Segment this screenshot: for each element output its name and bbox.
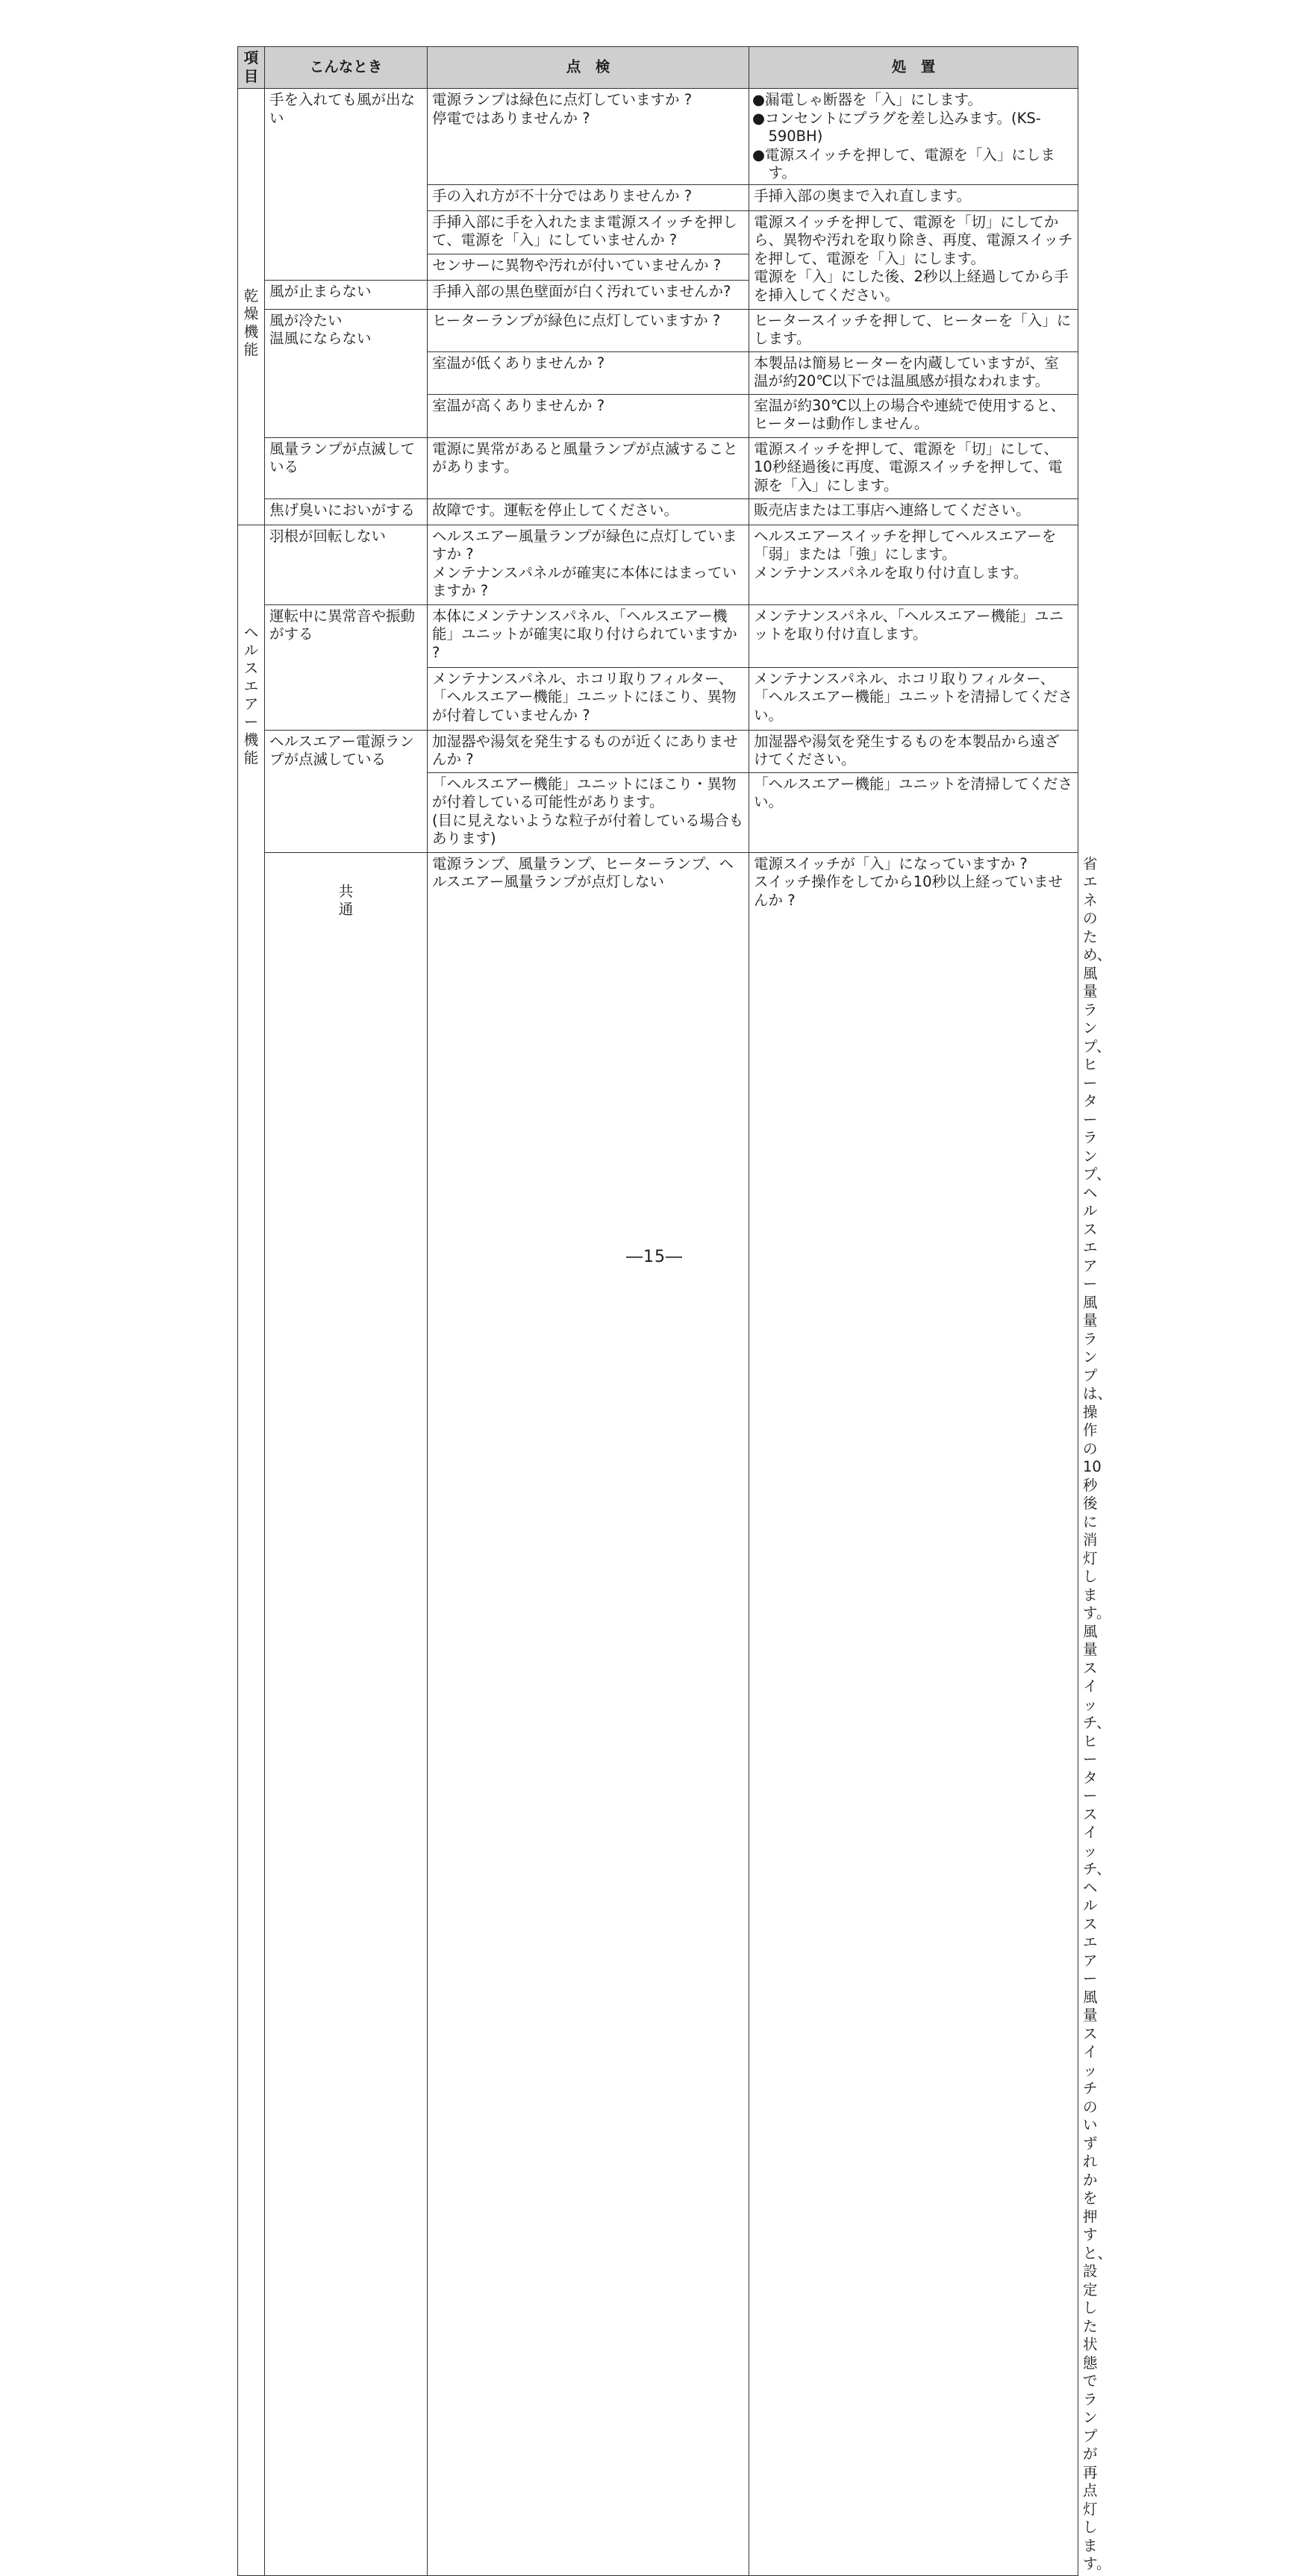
situation-cell: 電源ランプ、風量ランプ、ヒーターランプ、ヘルスエアー風量ランプが点灯しない [428,852,749,2575]
check-cell: ヒーターランプが緑色に点灯していますか ? [428,309,749,351]
table-header-row [238,47,1078,89]
action-cell [749,89,1078,185]
category-label-dry: 乾燥機能 [243,287,259,358]
category-cell-health [238,525,265,2575]
action-cell: ヒータースイッチを押して、ヒーターを「入」にします。 [749,309,1078,351]
check-cell: 本体にメンテナンスパネル、「ヘルスエアー機能」ユニットが確実に取り付けられていますか ? [428,604,749,667]
action-cell: 電源スイッチを押して、電源を「切」にしてから、異物や汚れを取り除き、再度、電源スイッチを押して、電源を「入」にします。 電源を「入」にした後、2秒以上経過してから手を挿入してください。 [749,210,1078,309]
check-cell: 手の入れ方が不十分ではありませんか ? [428,184,749,210]
action-cell: 「ヘルスエアー機能」ユニットを清掃してください。 [749,772,1078,852]
action-cell: ヘルスエアースイッチを押してヘルスエアーを「弱」または「強」にします。 メンテナンスパネルを取り付け直します。 [749,525,1078,604]
header-situation: こんなとき [265,47,428,89]
check-cell: メンテナンスパネル、ホコリ取りフィルター、「ヘルスエアー機能」ユニットにほこり、異物が付着していませんか ? [428,667,749,730]
table-row [238,730,1078,772]
action-cell: 電源スイッチを押して、電源を「切」にして、10秒経過後に再度、電源スイッチを押して、電源を「入」にします。 [749,437,1078,498]
header-check: 点 検 [428,47,749,89]
check-cell: 故障です。運転を停止してください。 [428,498,749,525]
action-cell: 販売店または工事店へ連絡してください。 [749,498,1078,525]
situation-cell: 風が止まらない [265,280,428,309]
situation-cell: 風量ランプが点滅している [265,437,428,498]
action-cell: メンテナンスパネル、「ヘルスエアー機能」ユニットを取り付け直します。 [749,604,1078,667]
table-row [238,437,1078,498]
situation-cell: 運転中に異常音や振動がする [265,604,428,730]
check-cell: 電源スイッチが「入」になっていますか ? スイッチ操作をしてから10秒以上経っていませんか ? [749,852,1078,2575]
page-number: ―15― [626,1248,683,1266]
check-cell: 加湿器や湯気を発生するものが近くにありませんか ? [428,730,749,772]
action-cell: 手挿入部の奥まで入れ直します。 [749,184,1078,210]
category-cell-dry [238,89,265,525]
troubleshooting-table [237,46,1113,2576]
category-cell-common [265,852,428,2575]
check-cell: 「ヘルスエアー機能」ユニットにほこり・異物が付着している可能性があります。 (目に見えないような粒子が付着している場合もあります) [428,772,749,852]
table-row [238,525,1078,604]
situation-cell: 羽根が回転しない [265,525,428,604]
situation-cell: 焦げ臭いにおいがする [265,498,428,525]
action-bullet: ●コンセントにプラグを差し込みます。(KS-590BH) [752,109,1041,145]
check-cell: 電源に異常があると風量ランプが点滅することがあります。 [428,437,749,498]
header-action: 処 置 [749,47,1078,89]
action-cell: 室温が約30℃以上の場合や連続で使用すると、ヒーターは動作しません。 [749,394,1078,437]
check-cell: 手挿入部の黒色壁面が白く汚れていませんか? [428,280,749,309]
table-row [238,309,1078,351]
table-row [238,498,1078,525]
table-row: 共通 電源ランプ、風量ランプ、ヒーターランプ、ヘルスエアー風量ランプが点灯しない 電源スイッチが「入」になっていますか ? スイッチ操作をしてから10秒以上経っていませんか ? 省エネのため、風量ランプ、ヒーターランプ、ヘルスエアー風量ランプは、操作の10秒後に消灯します。風量スイッチ、ヒータースイッチ、ヘルスエアー風量スイッチのいずれかを押すと、設定した状態でランプが再点灯します。 [238,852,1078,2575]
table-row [238,604,1078,667]
action-cell: 本製品は簡易ヒーターを内蔵していますが、室温が約20℃以下では温風感が損なわれます。 [749,351,1078,394]
check-cell: 手挿入部に手を入れたまま電源スイッチを押して、電源を「入」にしていませんか ? [428,210,749,254]
category-label-common: 共通 [338,882,354,918]
situation-cell: 風が冷たい 温風にならない [265,309,428,437]
header-category: 項目 [238,47,265,89]
situation-cell: ヘルスエアー電源ランプが点滅している [265,730,428,852]
situation-cell: 手を入れても風が出ない [265,89,428,281]
action-bullet: ●漏電しゃ断器を「入」にします。 [752,91,982,108]
check-cell: ヘルスエアー風量ランプが緑色に点灯していますか ? メンテナンスパネルが確実に本体にはまっていますか ? [428,525,749,604]
action-cell: メンテナンスパネル、ホコリ取りフィルター、「ヘルスエアー機能」ユニットを清掃してください。 [749,667,1078,730]
category-label-health: ヘルスエアー機能 [243,623,259,766]
check-cell: センサーに異物や汚れが付いていませんか ? [428,254,749,280]
check-cell: 電源ランプは緑色に点灯していますか ? 停電ではありませんか ? [428,89,749,185]
action-bullet: ●電源スイッチを押して、電源を「入」にします。 [752,146,1055,181]
action-cell: 加湿器や湯気を発生するものを本製品から遠ざけてください。 [749,730,1078,772]
check-cell: 室温が低くありませんか ? [428,351,749,394]
table-row [238,89,1078,185]
check-cell: 室温が高くありませんか ? [428,394,749,437]
